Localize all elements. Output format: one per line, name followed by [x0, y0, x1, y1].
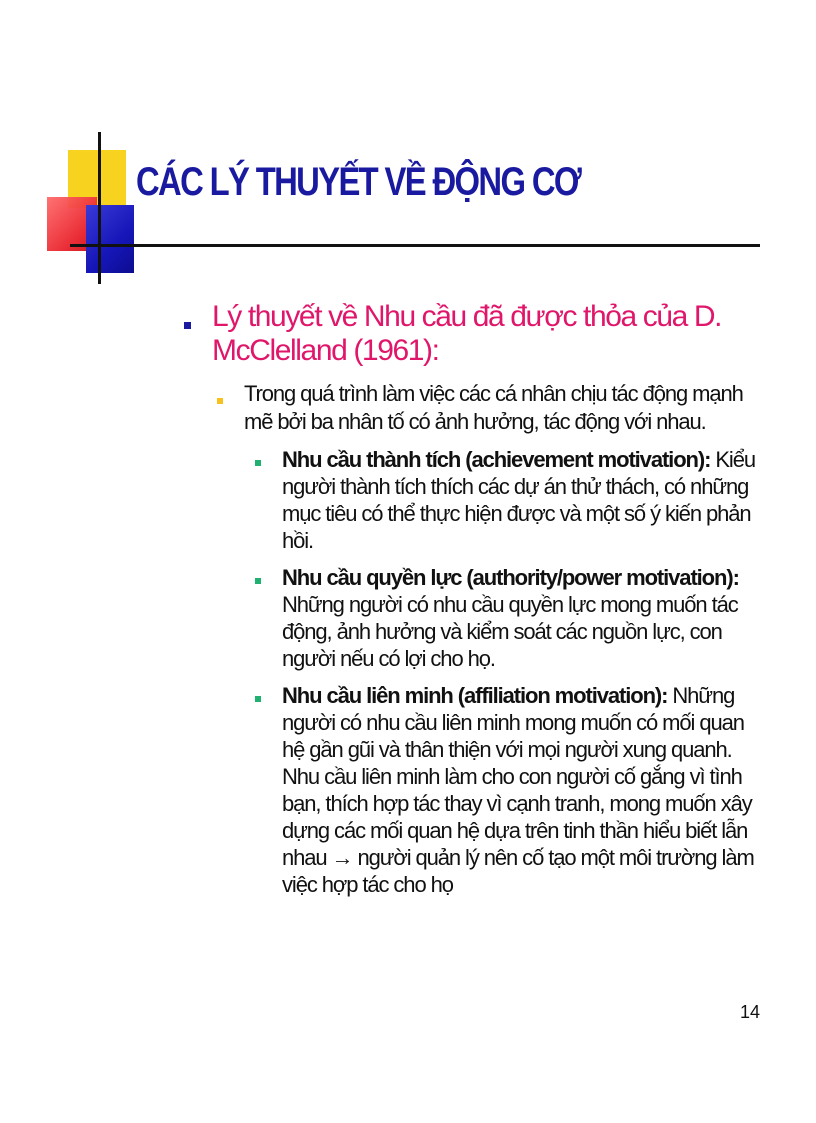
need-item-achievement — [252, 446, 770, 554]
decorative-vertical-line — [98, 132, 101, 284]
square-bullet-icon — [255, 696, 261, 702]
decorative-horizontal-line — [70, 244, 760, 247]
page-number: 14 — [740, 1002, 761, 1022]
need-item-affiliation — [252, 682, 770, 898]
need-item-power — [252, 564, 770, 672]
need-term: Nhu cầu liên minh (affiliation motivation): — [282, 683, 668, 708]
square-bullet-icon — [255, 460, 261, 466]
need-description: Những người có nhu cầu liên minh mong muốn có mối quan hệ gần gũi và thân thiện với mọi người xung quanh. Nhu cầu liên minh làm cho con người cố gắng vì tình bạn, thích hợp tác thay vì cạnh tranh, mong muốn xây dựng các mối quan hệ dựa trên tinh thần hiểu biết lẫn nhau → người quản lý nên cố tạo một môi trường làm việc hợp tác cho họ — [282, 683, 754, 897]
sub-bullet-point — [214, 380, 770, 436]
square-bullet-icon — [217, 398, 223, 404]
main-point-text: Lý thuyết về Nhu cầu đã được thỏa của D. McClelland (1961): — [212, 300, 722, 367]
need-description: Những người có nhu cầu quyền lực mong muốn tác động, ảnh hưởng và kiểm soát các nguồn lực, con người nếu có lợi cho họ. — [282, 592, 738, 671]
slide-title: CÁC LÝ THUYẾT VỀ ĐỘNG CƠ — [136, 160, 581, 204]
need-term: Nhu cầu quyền lực (authority/power motivation): — [282, 565, 739, 590]
need-description: Kiểu người thành tích thích các dự án thử thách, có những mục tiêu có thể thực hiện được và một số ý kiến phản hồi. — [282, 447, 755, 553]
square-bullet-icon — [255, 578, 261, 584]
slide-content — [180, 300, 770, 898]
square-bullet-icon — [184, 322, 191, 329]
need-term: Nhu cầu thành tích (achievement motivation): — [282, 447, 711, 472]
sub-point-text: Trong quá trình làm việc các cá nhân chịu tác động mạnh mẽ bởi ba nhân tố có ảnh hưởng, tác động với nhau. — [244, 381, 743, 434]
main-bullet-point — [180, 300, 770, 368]
decorative-blue-square — [86, 205, 134, 273]
